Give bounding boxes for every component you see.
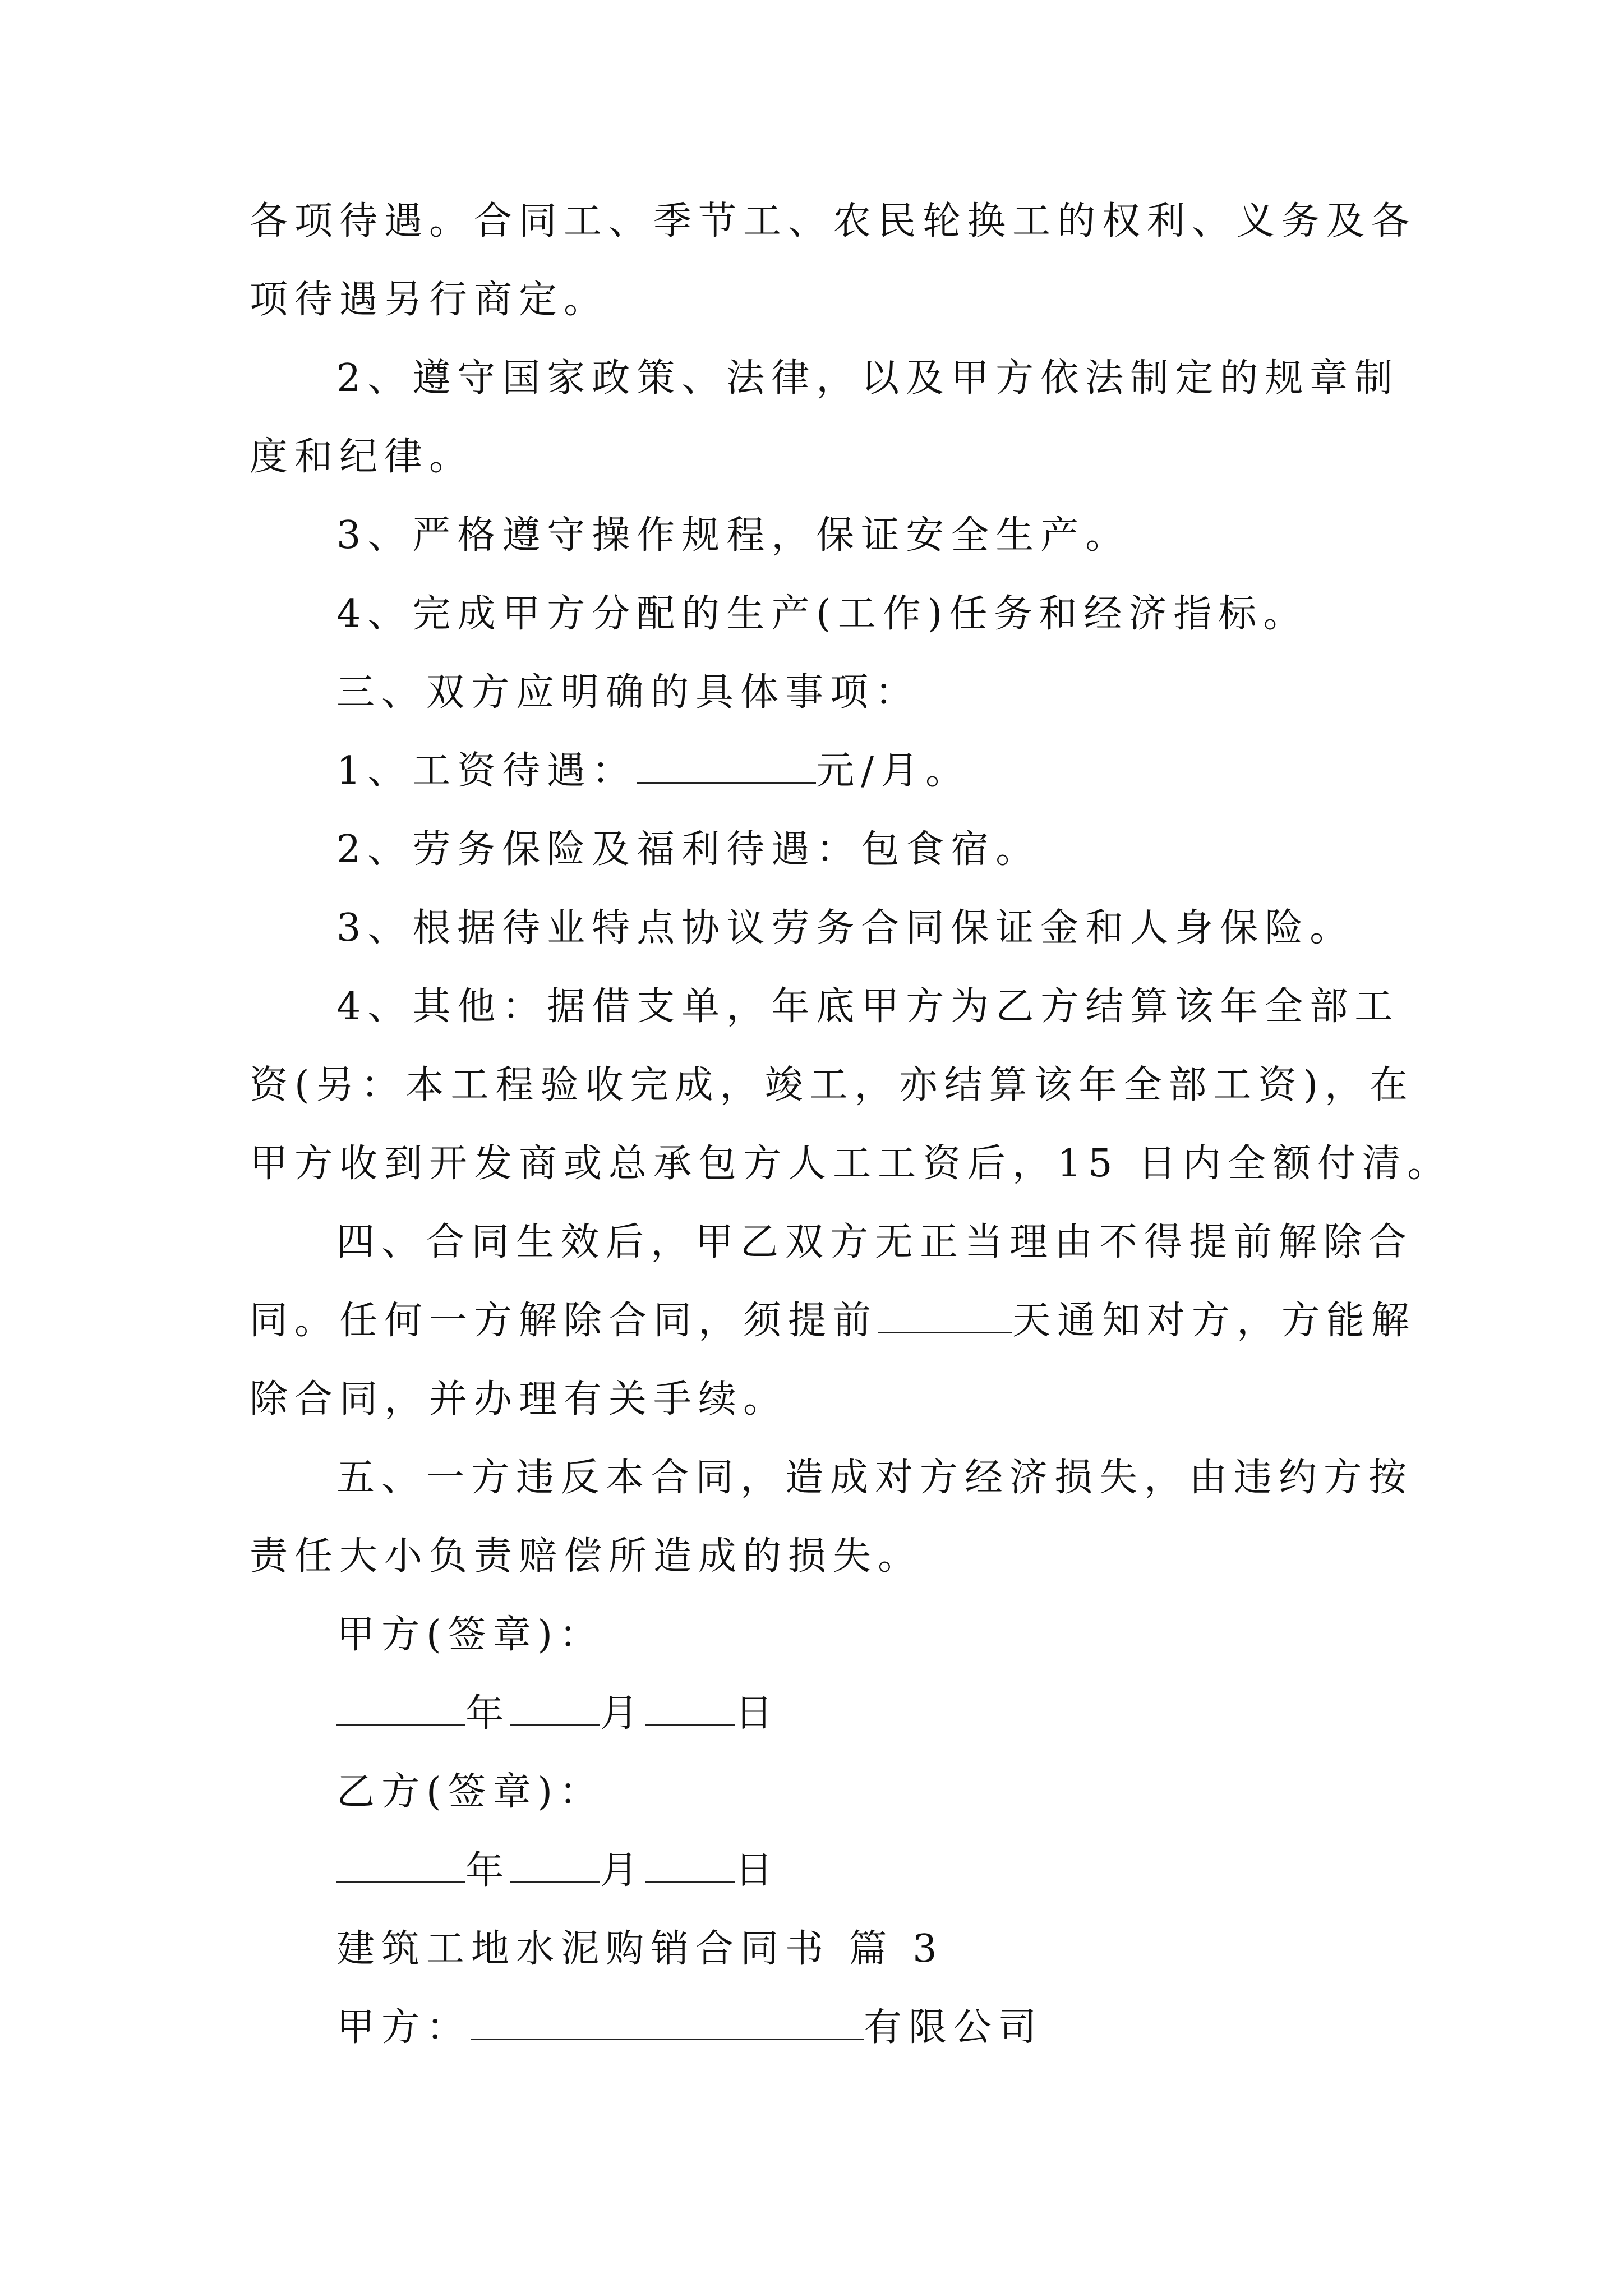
text: 3、根据待业特点协议劳务合同保证金和人身保险。 (336, 906, 1355, 950)
text: 1、工资待遇： (336, 749, 637, 793)
party-b-signature-label (336, 1764, 1486, 1820)
month-blank (510, 1690, 600, 1726)
day-blank (645, 1847, 735, 1883)
text: 甲方收到开发商或总承包方人工工资后，15 日内全额付清。 (250, 1142, 1453, 1186)
paragraph-line (336, 900, 1486, 956)
year-blank (336, 1847, 465, 1883)
text: 日 (735, 1691, 780, 1736)
text: 日 (735, 1848, 780, 1893)
text: 五、一方违反本合同，造成对方经济损失，由违约方按 (336, 1456, 1414, 1500)
month-blank (510, 1847, 600, 1883)
text: 元/月。 (816, 749, 971, 793)
paragraph-line (336, 743, 1486, 799)
text: 同。任何一方解除合同，须提前 (250, 1299, 878, 1343)
text: 资(另：本工程验收完成，竣工，亦结算该年全部工资)，在 (250, 1063, 1415, 1107)
text: 2、劳务保险及福利待遇：包食宿。 (336, 827, 1041, 872)
text: 月 (600, 1848, 645, 1893)
text: 乙方(签章)： (336, 1770, 605, 1814)
year-blank (336, 1690, 465, 1726)
section-heading (336, 665, 1486, 721)
paragraph-line (250, 194, 1417, 250)
text: 4、完成甲方分配的生产(工作)任务和经济指标。 (336, 592, 1308, 636)
paragraph-line (250, 1057, 1415, 1114)
text: 四、合同生效后，甲乙双方无正当理由不得提前解除合 (336, 1220, 1414, 1264)
wage-blank (637, 747, 816, 784)
paragraph-line (336, 979, 1486, 1035)
text: 2、遵守国家政策、法律，以及甲方依法制定的规章制 (336, 356, 1400, 401)
text: 责任大小负责赔偿所造成的损失。 (250, 1534, 923, 1579)
text: 三、双方应明确的具体事项： (336, 670, 920, 715)
text: 各项待遇。合同工、季节工、农民轮换工的权利、义务及各 (250, 199, 1417, 243)
paragraph-line (250, 1372, 1399, 1428)
paragraph-line (336, 351, 1486, 407)
section-heading (336, 1450, 1486, 1506)
section-heading (336, 1214, 1486, 1271)
paragraph-line (250, 1136, 1453, 1192)
text: 4、其他：据借支单，年底甲方为乙方结算该年全部工 (336, 984, 1400, 1029)
paragraph-line (250, 1529, 1399, 1585)
text: 有限公司 (864, 2005, 1044, 2050)
text: 度和纪律。 (250, 435, 474, 479)
text: 天通知对方，方能解 (1012, 1299, 1417, 1343)
party-b-date-line (336, 1843, 1486, 1899)
text: 月 (600, 1691, 645, 1736)
text: 甲方(签章)： (336, 1613, 605, 1657)
day-blank (645, 1690, 735, 1726)
paragraph-line (250, 1293, 1417, 1349)
paragraph-line (250, 272, 1399, 328)
text: 3、严格遵守操作规程，保证安全生产。 (336, 513, 1131, 558)
party-a-signature-label (336, 1607, 1486, 1663)
section-title (336, 1921, 1486, 1977)
text: 年 (465, 1848, 511, 1893)
paragraph-line (336, 822, 1486, 878)
text: 年 (465, 1691, 511, 1736)
notice-days-blank (878, 1297, 1012, 1333)
paragraph-line (336, 508, 1486, 564)
company-name-blank (471, 2004, 864, 2040)
text: 建筑工地水泥购销合同书 篇 3 (336, 1927, 944, 1971)
text: 甲方： (336, 2005, 472, 2050)
paragraph-line (336, 586, 1486, 642)
party-a-date-line (336, 1686, 1486, 1742)
paragraph-line (250, 429, 1399, 485)
text: 项待遇另行商定。 (250, 278, 609, 322)
text: 除合同，并办理有关手续。 (250, 1377, 789, 1421)
party-a-company-line (336, 2000, 1486, 2056)
